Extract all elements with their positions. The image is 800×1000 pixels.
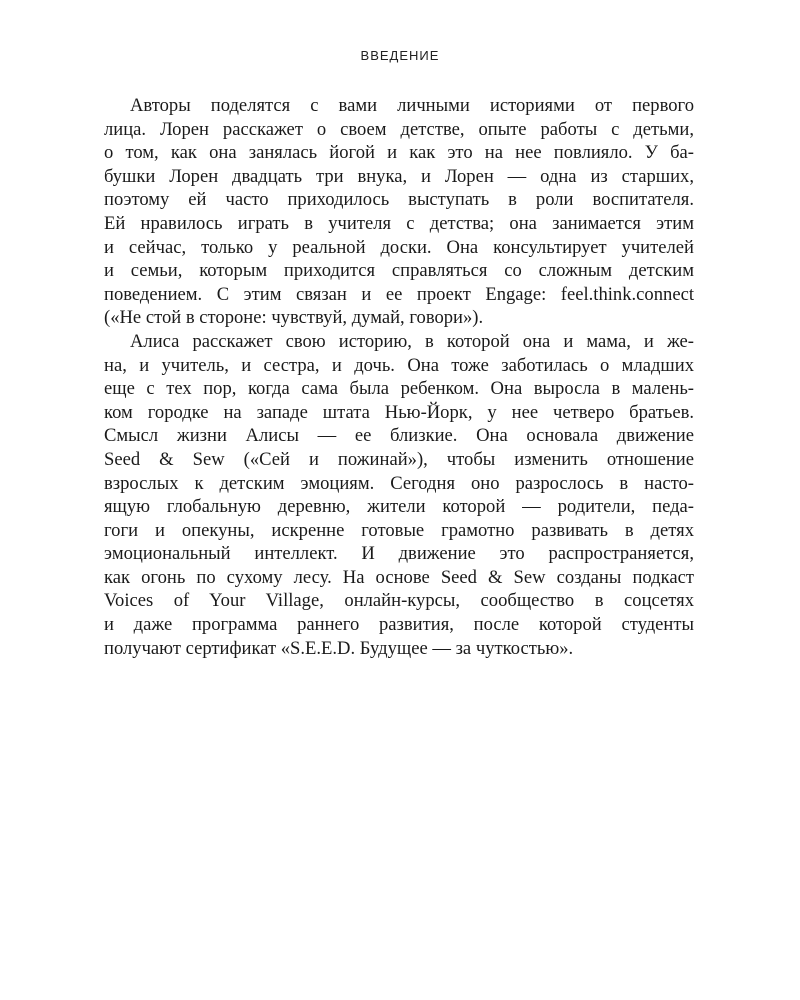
text-line: и семьи, которым приходится справляться со сложным детским [104,260,694,282]
text-line: как огонь по сухому лесу. На основе Seed & Sew созданы подкаст [104,566,694,588]
text-line: на, и учитель, и сестра, и дочь. Она тоже заботилась о младших [104,354,694,376]
text-line: поведением. С этим связан и ее проект Engage: feel.think.connect [104,283,694,305]
text-line: ком городке на западе штата Нью-Йорк, у нее четверо братьев. [104,401,694,423]
text-line: Смысл жизни Алисы — ее близкие. Она основала движение [104,425,694,447]
text-line: бушки Лорен двадцать три внука, и Лорен — одна из старших, [104,165,694,187]
text-line: гоги и опекуны, искренне готовые грамотно развивать в детях [104,519,694,541]
text-line: еще с тех пор, когда сама была ребенком. Она выросла в малень- [104,378,694,400]
text-line: получают сертификат «S.E.E.D. Будущее — за чуткостью». [104,637,574,659]
text-line: о том, как она занялась йогой и как это на нее повлияло. У ба- [104,142,694,164]
text-line: эмоциональный интеллект. И движение это распространяется, [104,543,694,565]
text-line: Seed & Sew («Сей и пожинай»), чтобы изменить отношение [104,448,694,470]
text-line: и даже программа раннего развития, после которой студенты [104,614,694,636]
text-line: лица. Лорен расскажет о своем детстве, опыте работы с детьми, [104,118,694,140]
text-line: («Не стой в стороне: чувствуй, думай, говори»). [104,307,484,329]
text-line: взрослых к детским эмоциям. Сегодня оно разрослось в насто- [104,472,694,494]
text-line: Ей нравилось играть в учителя с детства; она занимается этим [104,212,694,234]
text-line: Алиса расскажет свою историю, в которой она и мама, и же- [130,330,694,352]
paragraph-2 [104,330,694,660]
body-text [104,94,694,660]
text-line: ящую глобальную деревню, жители которой — родители, педа- [104,496,694,518]
text-line: Авторы поделятся с вами личными историями от первого [130,95,694,116]
text-line: Voices of Your Village, онлайн-курсы, сообщество в соцсетях [104,590,694,612]
running-head: ВВЕДЕНИЕ [360,48,440,63]
paragraph-1 [104,94,694,330]
text-line: поэтому ей часто приходилось выступать в роли воспитателя. [104,189,694,211]
text-line: и сейчас, только у реальной доски. Она консультирует учителей [104,236,694,258]
